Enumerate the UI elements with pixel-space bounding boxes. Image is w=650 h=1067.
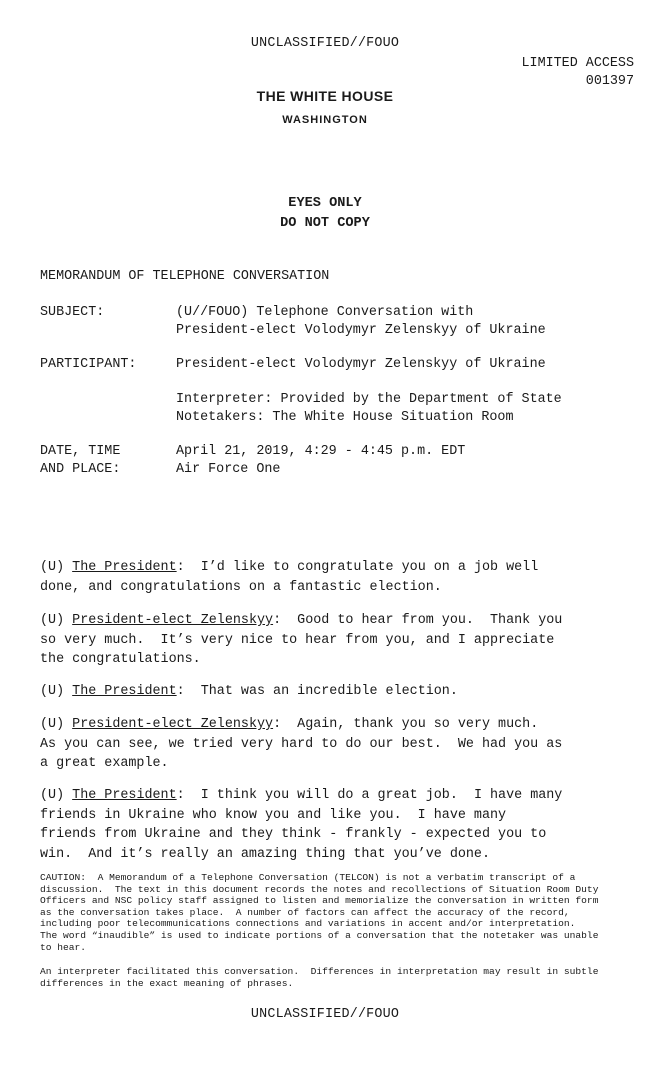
speaker-name: The President — [72, 684, 177, 699]
limited-access-block — [522, 55, 635, 91]
speaker-name: President-elect Zelenskyy — [72, 717, 274, 732]
date-place-label — [40, 443, 120, 479]
paragraph-text: As you can see, we tried very hard to do our best. We had you as a great example. — [40, 736, 563, 771]
classification-marking-bottom: UNCLASSIFIED//FOUO — [250, 1007, 400, 1022]
classification-prefix: (U) — [40, 717, 73, 732]
interpreter-note: An interpreter facilitated this conversation. Differences in interpretation may result in subtle differences in the exact meaning of phrases. — [40, 966, 599, 989]
limited-access-label: LIMITED ACCESS — [521, 56, 634, 71]
office-city: WASHINGTON — [282, 114, 368, 126]
interpreter-line: Interpreter: Provided by the Department of State — [176, 392, 562, 407]
classification-prefix: (U) — [40, 788, 73, 803]
subject-line-1: (U//FOUO) Telephone Conversation with — [176, 305, 474, 320]
speaker-name: The President — [72, 788, 177, 803]
date-place-value — [176, 443, 465, 479]
document-number: 001397 — [585, 74, 634, 89]
conversation-paragraph — [40, 611, 640, 670]
office-title: THE WHITE HOUSE — [256, 88, 394, 104]
handling-caveat — [0, 194, 650, 234]
caution-note: CAUTION: A Memorandum of a Telephone Conversation (TELCON) is not a verbatim transcript of a discussion. The text in this document records the notes and recollections of Situation Room Duty Officers and NSC policy staff assigned to listen and memorialize the conversation in written form as the conversation takes place. A number of factors can affect the accuracy of the record, including poor telecommunications connections and variations in accent and/or interpretation. The word “inaudible” is used to indicate portions of a conversation that the notetaker was unable to hear. — [40, 872, 599, 953]
paragraph-first-line: : Good to hear from you. Thank you — [273, 613, 563, 628]
paragraph-first-line: : That was an incredible election. — [176, 684, 458, 699]
date-label-line-2: AND PLACE: — [40, 462, 121, 477]
place-value: Air Force One — [176, 462, 281, 477]
speaker-name: The President — [72, 560, 177, 575]
paragraph-first-line: : Again, thank you so very much. — [273, 717, 539, 732]
paragraph-first-line: : I think you will do a great job. I have many — [176, 788, 563, 803]
memo-title: MEMORANDUM OF TELEPHONE CONVERSATION — [40, 269, 330, 284]
classification-prefix: (U) — [40, 560, 73, 575]
notetakers-line: Notetakers: The White House Situation Room — [176, 410, 514, 425]
paragraph-text: friends in Ukraine who know you and like you. I have many friends from Ukraine and they think - frankly - expected you to win. And it’s really an amazing thing that you’ve done. — [40, 807, 547, 862]
paragraph-text: so very much. It’s very nice to hear from you, and I appreciate the congratulations. — [40, 632, 555, 667]
participant-label: PARTICIPANT: — [40, 357, 137, 372]
handling-line-2: DO NOT COPY — [280, 216, 370, 231]
conversation-paragraph — [40, 786, 640, 864]
paragraph-first-line: : I’d like to congratulate you on a job well — [176, 560, 539, 575]
paragraph-text: done, and congratulations on a fantastic election. — [40, 579, 442, 595]
classification-prefix: (U) — [40, 684, 73, 699]
classification-marking-top: UNCLASSIFIED//FOUO — [250, 36, 400, 51]
subject-value — [176, 304, 546, 340]
conversation-paragraph — [40, 682, 640, 702]
classification-prefix: (U) — [40, 613, 73, 628]
participant-value: President-elect Volodymyr Zelenskyy of Ukraine — [176, 357, 546, 372]
speaker-name: President-elect Zelenskyy — [72, 613, 274, 628]
subject-label: SUBJECT: — [40, 305, 105, 320]
handling-line-1: EYES ONLY — [288, 196, 362, 211]
date-value: April 21, 2019, 4:29 - 4:45 p.m. EDT — [176, 444, 466, 459]
conversation-paragraph — [40, 715, 640, 774]
subject-line-2: President-elect Volodymyr Zelenskyy of Ukraine — [176, 323, 546, 338]
conversation-paragraph — [40, 558, 640, 597]
support-staff — [176, 391, 562, 427]
date-label-line-1: DATE, TIME — [40, 444, 121, 459]
